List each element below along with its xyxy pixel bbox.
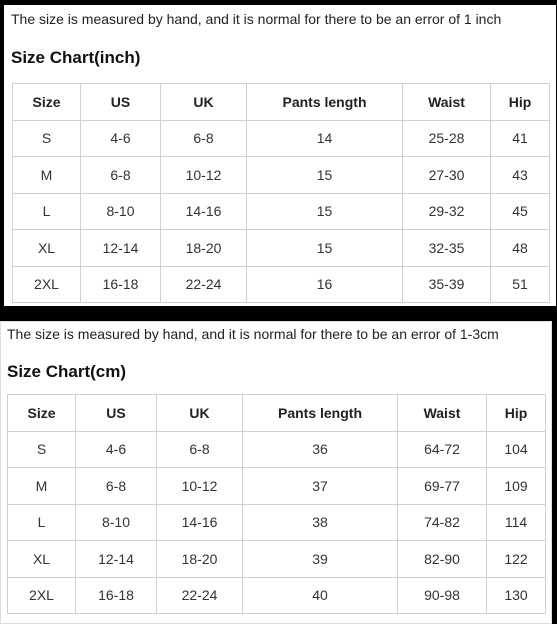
cell-us: 6-8 [76,468,157,505]
header-us: US [76,395,157,432]
header-uk: UK [157,395,243,432]
table-row [13,157,550,194]
cell-size: 2XL [8,577,76,614]
cell-size: 2XL [13,266,81,303]
measurement-note: The size is measured by hand, and it is normal for there to be an error of 1-3cm [7,326,499,342]
size-chart-title: Size Chart(inch) [11,48,141,67]
cell-pants-length: 14 [247,120,403,157]
table-row [13,193,550,230]
cell-us: 12-14 [76,541,157,578]
header-size: Size [13,84,81,121]
cell-waist: 69-77 [398,468,487,505]
cell-pants-length: 15 [247,157,403,194]
cell-pants-length: 16 [247,266,403,303]
table-row [13,266,550,303]
cell-size: M [13,157,81,194]
cell-size: XL [13,230,81,267]
cell-us: 16-18 [81,266,161,303]
cell-hip: 51 [491,266,550,303]
cell-waist: 35-39 [403,266,491,303]
cell-size: L [8,504,76,541]
cell-hip: 48 [491,230,550,267]
cell-hip: 43 [491,157,550,194]
table-row [8,468,546,505]
cell-waist: 90-98 [398,577,487,614]
cell-hip: 109 [487,468,546,505]
cell-hip: 114 [487,504,546,541]
cell-us: 12-14 [81,230,161,267]
cell-waist: 64-72 [398,431,487,468]
cell-pants-length: 37 [243,468,398,505]
size-chart-title: Size Chart(cm) [7,362,127,381]
table-row [8,431,546,468]
cell-uk: 14-16 [161,193,247,230]
cell-waist: 74-82 [398,504,487,541]
cell-pants-length: 39 [243,541,398,578]
cell-size: L [13,193,81,230]
cell-us: 4-6 [76,431,157,468]
table-row [8,577,546,614]
cell-size: M [8,468,76,505]
cell-waist: 27-30 [403,157,491,194]
size-chart-inch-panel [4,5,556,306]
cell-uk: 22-24 [157,577,243,614]
header-waist: Waist [403,84,491,121]
cell-pants-length: 38 [243,504,398,541]
table-row [13,120,550,157]
table-row [8,504,546,541]
cell-hip: 41 [491,120,550,157]
cell-hip: 45 [491,193,550,230]
header-pants-length: Pants length [247,84,403,121]
size-table-inch [12,83,550,303]
header-hip: Hip [487,395,546,432]
cell-waist: 32-35 [403,230,491,267]
header-uk: UK [161,84,247,121]
cell-pants-length: 15 [247,193,403,230]
cell-waist: 82-90 [398,541,487,578]
cell-hip: 122 [487,541,546,578]
cell-uk: 6-8 [157,431,243,468]
cell-uk: 18-20 [161,230,247,267]
measurement-note: The size is measured by hand, and it is normal for there to be an error of 1 inch [11,11,502,27]
cell-uk: 14-16 [157,504,243,541]
cell-uk: 18-20 [157,541,243,578]
table-header-row [8,395,546,432]
cell-hip: 130 [487,577,546,614]
cell-size: XL [8,541,76,578]
header-us: US [81,84,161,121]
size-table-cm [7,394,546,614]
cell-pants-length: 40 [243,577,398,614]
header-hip: Hip [491,84,550,121]
cell-us: 8-10 [76,504,157,541]
cell-us: 16-18 [76,577,157,614]
table-row [8,541,546,578]
cell-size: S [8,431,76,468]
cell-uk: 6-8 [161,120,247,157]
cell-waist: 29-32 [403,193,491,230]
header-size: Size [8,395,76,432]
cell-pants-length: 15 [247,230,403,267]
cell-waist: 25-28 [403,120,491,157]
cell-uk: 10-12 [157,468,243,505]
cell-uk: 10-12 [161,157,247,194]
header-waist: Waist [398,395,487,432]
cell-pants-length: 36 [243,431,398,468]
table-row [13,230,550,267]
cell-us: 6-8 [81,157,161,194]
cell-uk: 22-24 [161,266,247,303]
header-pants-length: Pants length [243,395,398,432]
table-header-row [13,84,550,121]
cell-size: S [13,120,81,157]
cell-us: 8-10 [81,193,161,230]
cell-us: 4-6 [81,120,161,157]
cell-hip: 104 [487,431,546,468]
size-chart-cm-panel [0,321,552,624]
